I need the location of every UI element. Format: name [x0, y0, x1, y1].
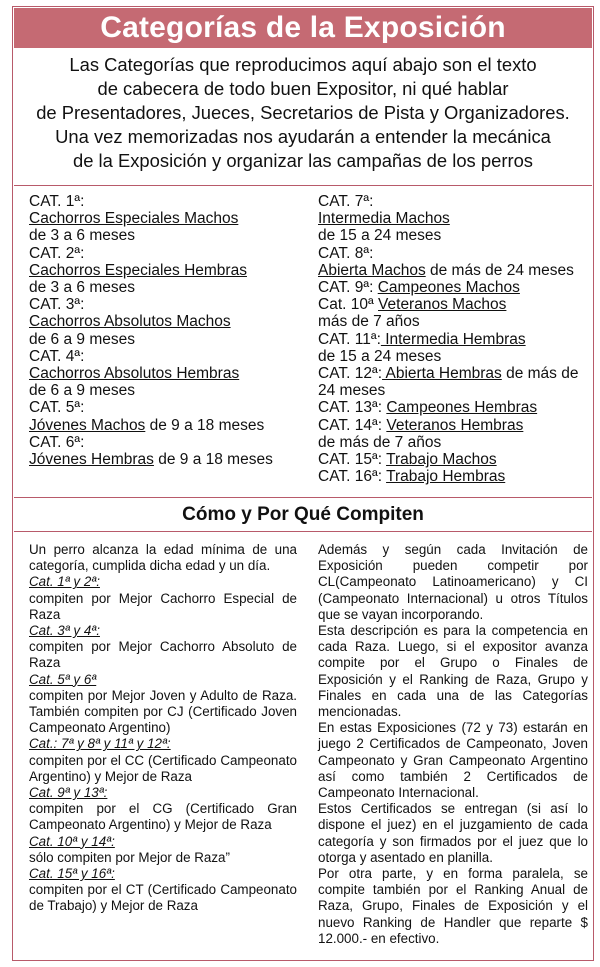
- category-label: CAT. 16ª:: [318, 468, 387, 486]
- category-age: de más de: [501, 365, 579, 383]
- intro-line: de Presentadores, Jueces, Secretarios de Pista y Organizadores.: [36, 102, 570, 123]
- category-name: Abierta Machos: [318, 261, 426, 279]
- category-line: [318, 365, 578, 382]
- category-label: de 15 a 24 meses: [318, 347, 442, 365]
- category-line: [29, 193, 273, 210]
- category-line: [29, 279, 273, 296]
- paragraph: compiten por el CT (Certificado Campeonato de Trabajo) y Mejor de Raza: [29, 882, 297, 914]
- paragraph: compiten por Mejor Cachorro Absoluto de Raza: [29, 639, 297, 671]
- paragraph: Estos Certificados se entregan (si así lo dispone el juez) en el juzgamiento de cada categoría y son firmados por el juez que lo otorga y asentado en planilla.: [318, 801, 588, 865]
- category-line: [318, 279, 578, 296]
- category-label: Cat. 10ª: [318, 296, 379, 314]
- categories-right-column: [318, 193, 578, 485]
- category-line: [318, 468, 578, 485]
- category-line: [29, 348, 273, 365]
- section-title: Cómo y Por Qué Compiten: [182, 504, 424, 525]
- paragraph: Además y según cada Invitación de Exposición pueden competir por CL(Campeonato Latinoamericano) y CI (Campeonato Internacional) u otros Títulos que se vayan incorporando.: [318, 542, 588, 622]
- category-line: [29, 262, 273, 279]
- category-label: CAT. 4ª:: [29, 347, 85, 365]
- paragraph: Por otra parte, y en forma paralela, se compite también por el Ranking Anual de Raza, Grupo, Finales de Exposición y el nuevo Ranking de Handler que reparte $ 12.000.- en efectivo.: [318, 866, 588, 946]
- category-label: CAT. 1ª:: [29, 193, 85, 210]
- category-name: Cachorros Absolutos Hembras: [29, 365, 240, 383]
- page-title: Categorías de la Exposición: [14, 8, 592, 48]
- category-name: Jóvenes Hembras: [29, 451, 154, 469]
- category-line: [29, 399, 273, 416]
- category-line: [318, 451, 578, 468]
- category-line: [318, 210, 578, 227]
- category-line: [318, 382, 578, 399]
- category-line: [318, 262, 578, 279]
- category-label: de 15 a 24 meses: [318, 227, 442, 245]
- paragraph: compiten por el CG (Certificado Gran Campeonato Argentino) y Mejor de Raza: [29, 801, 297, 833]
- category-line: [318, 399, 578, 416]
- category-label: CAT. 5ª:: [29, 399, 85, 417]
- intro-line: de la Exposición y organizar las campañas de los perros: [72, 150, 533, 171]
- category-heading: Cat. 10ª y 14ª:: [29, 833, 115, 849]
- category-name: Intermedia Hembras: [380, 330, 526, 348]
- rules-left-column: [29, 542, 297, 915]
- category-name: Campeones Machos: [377, 279, 520, 297]
- category-heading: Cat.: 7ª y 8ª y 11ª y 12ª:: [29, 736, 171, 752]
- category-label: CAT. 9ª:: [318, 279, 378, 297]
- category-label: más de 7 años: [318, 313, 420, 331]
- category-name: Trabajo Machos: [386, 451, 497, 469]
- category-label: de 6 a 9 meses: [29, 330, 135, 348]
- paragraph: Esta descripción es para la competencia en cada Raza. Luego, si el expositor avanza compite por el Grupo o Finales de Exposición y el Ranking de Raza, Grupo y Finales en cada una de las Categorías mencionadas.: [318, 623, 588, 720]
- category-line: [29, 210, 273, 227]
- category-line: [318, 296, 578, 313]
- category-heading: Cat. 3ª y 4ª:: [29, 623, 100, 639]
- category-name: Jóvenes Machos: [29, 416, 146, 434]
- paragraph: compiten por Mejor Cachorro Especial de Raza: [29, 590, 297, 622]
- rules-right-column: [318, 542, 588, 947]
- category-label: de 6 a 9 meses: [29, 382, 135, 400]
- category-label: CAT. 2ª:: [29, 244, 85, 262]
- paragraph: Un perro alcanza la edad mínima de una categoría, cumplida dicha edad y un día.: [29, 542, 297, 574]
- category-line: [29, 382, 273, 399]
- category-name: Campeones Hembras: [386, 399, 538, 417]
- category-name: Cachorros Especiales Hembras: [29, 261, 247, 279]
- paragraph: sólo compiten por Mejor de Raza”: [29, 849, 230, 865]
- category-line: [318, 417, 578, 434]
- category-age: de 9 a 18 meses: [145, 416, 265, 434]
- category-label: de más de 7 años: [318, 433, 442, 451]
- category-line: [29, 313, 273, 330]
- intro-text: [14, 53, 592, 173]
- category-label: CAT. 3ª:: [29, 296, 85, 314]
- intro-line: de cabecera de todo buen Expositor, ni qué hablar: [97, 78, 509, 99]
- category-name: Trabajo Hembras: [386, 468, 506, 486]
- category-line: [29, 417, 273, 434]
- paragraph: En estas Exposiciones (72 y 73) estarán en juego 2 Certificados de Campeonato, Joven Campeonato y Gran Campeonato Argentino así como también 2 Certificados de Campeonato Internacional.: [318, 720, 588, 801]
- category-line: [29, 365, 273, 382]
- divider: [14, 497, 592, 498]
- divider: [14, 531, 592, 532]
- category-name: Abierta Hembras: [382, 365, 502, 383]
- category-label: de 3 a 6 meses: [29, 279, 135, 297]
- category-line: [318, 245, 578, 262]
- divider: [14, 185, 592, 186]
- paragraph: compiten por Mejor Joven y Adulto de Raza. También compiten por CJ (Certificado Joven Campeonato Argentino): [29, 687, 297, 736]
- category-line: [318, 193, 578, 210]
- category-age: de más de 24 meses: [425, 261, 574, 279]
- category-line: [318, 227, 578, 244]
- category-name: Cachorros Absolutos Machos: [29, 313, 231, 331]
- category-name: Intermedia Machos: [318, 210, 450, 228]
- category-line: [29, 434, 273, 451]
- category-line: [29, 451, 273, 468]
- category-label: CAT. 11ª:: [318, 330, 381, 348]
- category-label: CAT. 12ª:: [318, 365, 383, 383]
- category-heading: Cat. 9ª y 13ª:: [29, 785, 108, 801]
- category-heading: Cat. 15ª y 16ª:: [29, 866, 115, 882]
- intro-line: Las Categorías que reproducimos aquí abajo son el texto: [69, 54, 537, 75]
- category-label: CAT. 6ª:: [29, 433, 85, 451]
- category-name: Cachorros Especiales Machos: [29, 210, 239, 228]
- category-line: [318, 434, 578, 451]
- category-line: [29, 245, 273, 262]
- category-line: [29, 227, 273, 244]
- category-label: CAT. 14ª:: [318, 416, 387, 434]
- category-heading: Cat. 5ª y 6ª: [29, 671, 97, 687]
- category-label: CAT. 13ª:: [318, 399, 387, 417]
- category-label: 24 meses: [318, 382, 386, 400]
- category-label: CAT. 15ª:: [318, 451, 387, 469]
- category-line: [318, 348, 578, 365]
- category-line: [318, 313, 578, 330]
- intro-line: Una vez memorizadas nos ayudarán a entender la mecánica: [55, 126, 551, 147]
- paragraph: compiten por el CC (Certificado Campeonato Argentino) y Mejor de Raza: [29, 752, 297, 784]
- category-label: CAT. 8ª:: [318, 244, 374, 262]
- category-name: Veteranos Machos: [378, 296, 507, 314]
- categories-left-column: [29, 193, 273, 468]
- category-age: de 9 a 18 meses: [153, 451, 273, 469]
- category-line: [318, 331, 578, 348]
- category-line: [29, 331, 273, 348]
- category-name: Veteranos Hembras: [386, 416, 524, 434]
- category-heading: Cat. 1ª y 2ª:: [29, 574, 100, 590]
- category-line: [29, 296, 273, 313]
- category-label: de 3 a 6 meses: [29, 227, 135, 245]
- category-label: CAT. 7ª:: [318, 193, 374, 210]
